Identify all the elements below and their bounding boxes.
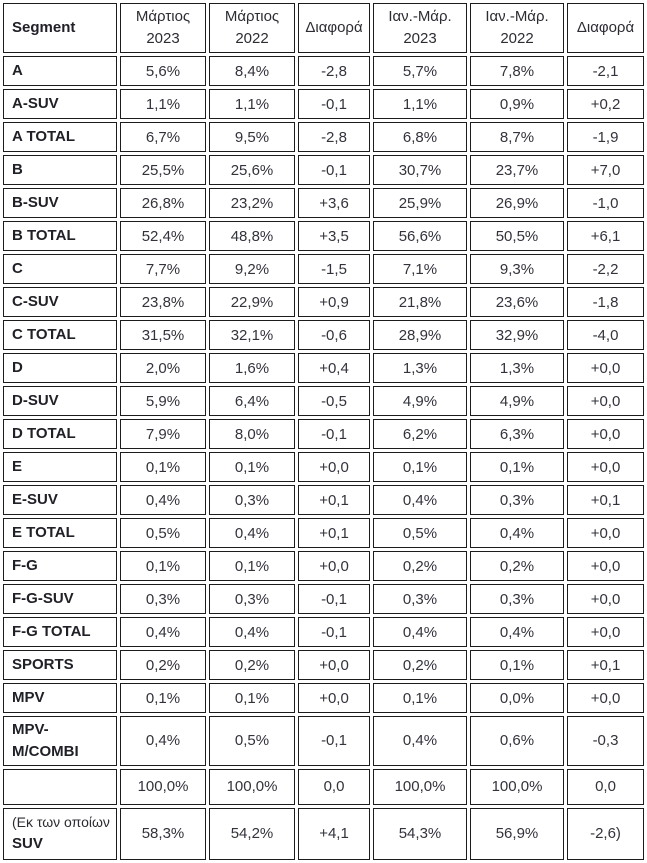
value-cell: +0,0 [567, 386, 644, 416]
value-cell: -0,1 [298, 155, 370, 185]
segment-cell: A [3, 56, 117, 86]
table-row [3, 89, 644, 119]
value-cell: 8,7% [470, 122, 564, 152]
value-cell: -2,8 [298, 122, 370, 152]
value-cell: 32,9% [470, 320, 564, 350]
table-row [3, 683, 644, 713]
table-row [3, 386, 644, 416]
value-cell: 26,9% [470, 188, 564, 218]
header-row [3, 3, 644, 53]
value-cell: 23,6% [470, 287, 564, 317]
value-cell: 1,3% [470, 353, 564, 383]
table-row [3, 650, 644, 680]
value-cell: 56,9% [470, 808, 564, 860]
value-cell: 9,5% [209, 122, 295, 152]
value-cell: -0,3 [567, 716, 644, 766]
table-row [3, 617, 644, 647]
table-row [3, 551, 644, 581]
value-cell: 0,4% [373, 617, 467, 647]
value-cell: 6,2% [373, 419, 467, 449]
value-cell: 0,4% [120, 617, 206, 647]
value-cell: 23,2% [209, 188, 295, 218]
value-cell: 9,2% [209, 254, 295, 284]
value-cell: -2,2 [567, 254, 644, 284]
value-cell: 0,3% [470, 485, 564, 515]
value-cell: 7,8% [470, 56, 564, 86]
table-row [3, 254, 644, 284]
value-cell: +0,0 [567, 683, 644, 713]
value-cell: 0,2% [209, 650, 295, 680]
value-cell: -1,9 [567, 122, 644, 152]
segment-cell: C TOTAL [3, 320, 117, 350]
segment-cell: B TOTAL [3, 221, 117, 251]
value-cell: -0,5 [298, 386, 370, 416]
column-header-difference-period: Διαφορά [567, 3, 644, 53]
segment-cell: MPV-M/COMBI [3, 716, 117, 766]
segment-cell: C-SUV [3, 287, 117, 317]
segment-cell: MPV [3, 683, 117, 713]
value-cell: -0,1 [298, 716, 370, 766]
value-cell: 23,8% [120, 287, 206, 317]
value-cell: +0,0 [298, 650, 370, 680]
value-cell: 9,3% [470, 254, 564, 284]
value-cell: 31,5% [120, 320, 206, 350]
value-cell: 100,0% [209, 769, 295, 805]
value-cell: 54,2% [209, 808, 295, 860]
value-cell: 21,8% [373, 287, 467, 317]
value-cell: +0,9 [298, 287, 370, 317]
value-cell: 100,0% [470, 769, 564, 805]
value-cell: -1,0 [567, 188, 644, 218]
segment-cell: A-SUV [3, 89, 117, 119]
value-cell: 1,1% [209, 89, 295, 119]
value-cell: 32,1% [209, 320, 295, 350]
segment-cell: F-G-SUV [3, 584, 117, 614]
value-cell: +0,1 [567, 650, 644, 680]
value-cell: +0,0 [567, 551, 644, 581]
value-cell: 0,1% [209, 452, 295, 482]
value-cell: 5,7% [373, 56, 467, 86]
value-cell: 0,1% [120, 452, 206, 482]
value-cell: 0,2% [470, 551, 564, 581]
value-cell: 54,3% [373, 808, 467, 860]
value-cell: -0,1 [298, 617, 370, 647]
value-cell: 7,9% [120, 419, 206, 449]
value-cell: 25,9% [373, 188, 467, 218]
value-cell: 7,1% [373, 254, 467, 284]
column-header-march-2023: Μάρτιος 2023 [120, 3, 206, 53]
value-cell: 0,1% [120, 683, 206, 713]
value-cell: -1,5 [298, 254, 370, 284]
segment-cell: A TOTAL [3, 122, 117, 152]
table-row [3, 56, 644, 86]
segment-cell: E [3, 452, 117, 482]
column-header-jan-march-2022: Ιαν.-Μάρ. 2022 [470, 3, 564, 53]
column-header-difference-month: Διαφορά [298, 3, 370, 53]
value-cell: 100,0% [120, 769, 206, 805]
segment-cell-label: SUV [12, 834, 43, 852]
value-cell: +0,1 [298, 518, 370, 548]
value-cell: +3,5 [298, 221, 370, 251]
value-cell: 0,4% [209, 518, 295, 548]
value-cell: 52,4% [120, 221, 206, 251]
value-cell: 8,4% [209, 56, 295, 86]
value-cell: +0,4 [298, 353, 370, 383]
table-row [3, 155, 644, 185]
segment-cell: SPORTS [3, 650, 117, 680]
value-cell: 56,6% [373, 221, 467, 251]
table-body [3, 56, 644, 860]
value-cell: 6,3% [470, 419, 564, 449]
value-cell: +0,0 [298, 452, 370, 482]
table-row [3, 221, 644, 251]
column-header-jan-march-2023: Ιαν.-Μάρ. 2023 [373, 3, 467, 53]
value-cell: +0,2 [567, 89, 644, 119]
value-cell: 0,3% [209, 584, 295, 614]
segment-cell: B [3, 155, 117, 185]
value-cell: 0,1% [373, 452, 467, 482]
table-row [3, 188, 644, 218]
table-row [3, 485, 644, 515]
value-cell: 0,4% [373, 485, 467, 515]
value-cell: 0,3% [470, 584, 564, 614]
value-cell: +0,1 [298, 485, 370, 515]
table-row [3, 452, 644, 482]
value-cell: 100,0% [373, 769, 467, 805]
value-cell: 25,6% [209, 155, 295, 185]
value-cell: 4,9% [470, 386, 564, 416]
value-cell: -0,6 [298, 320, 370, 350]
value-cell: 0,4% [120, 485, 206, 515]
value-cell: 2,0% [120, 353, 206, 383]
value-cell: 0,3% [120, 584, 206, 614]
value-cell: 6,4% [209, 386, 295, 416]
segment-cell: E TOTAL [3, 518, 117, 548]
value-cell: 23,7% [470, 155, 564, 185]
value-cell: 0,5% [209, 716, 295, 766]
table-row [3, 584, 644, 614]
segment-cell: C [3, 254, 117, 284]
value-cell: 0,0 [298, 769, 370, 805]
value-cell: +0,0 [567, 584, 644, 614]
value-cell: +0,0 [567, 518, 644, 548]
value-cell: +0,0 [567, 353, 644, 383]
value-cell: 22,9% [209, 287, 295, 317]
value-cell: 5,6% [120, 56, 206, 86]
segment-cell: D TOTAL [3, 419, 117, 449]
value-cell: 0,2% [120, 650, 206, 680]
value-cell: 28,9% [373, 320, 467, 350]
value-cell: 0,3% [373, 584, 467, 614]
value-cell: 7,7% [120, 254, 206, 284]
value-cell: -2,1 [567, 56, 644, 86]
value-cell: 1,3% [373, 353, 467, 383]
segment-cell: E-SUV [3, 485, 117, 515]
value-cell: +4,1 [298, 808, 370, 860]
value-cell: +0,0 [567, 452, 644, 482]
value-cell: +3,6 [298, 188, 370, 218]
value-cell: 0,4% [209, 617, 295, 647]
table-row [3, 320, 644, 350]
value-cell: 0,1% [120, 551, 206, 581]
value-cell: 4,9% [373, 386, 467, 416]
value-cell: -2,6) [567, 808, 644, 860]
value-cell: -0,1 [298, 419, 370, 449]
value-cell: 58,3% [120, 808, 206, 860]
value-cell: 0,0% [470, 683, 564, 713]
segment-cell: F-G TOTAL [3, 617, 117, 647]
value-cell: -2,8 [298, 56, 370, 86]
column-header-march-2022: Μάρτιος 2022 [209, 3, 295, 53]
value-cell: 0,1% [470, 650, 564, 680]
table-row [3, 287, 644, 317]
segment-cell [3, 808, 117, 860]
value-cell: 0,1% [373, 683, 467, 713]
value-cell: +0,1 [567, 485, 644, 515]
table-row [3, 808, 644, 860]
column-header-segment: Segment [3, 3, 117, 53]
value-cell: 1,6% [209, 353, 295, 383]
table-row [3, 122, 644, 152]
value-cell: 0,2% [373, 551, 467, 581]
value-cell: 0,4% [120, 716, 206, 766]
value-cell: 0,4% [470, 518, 564, 548]
value-cell: 8,0% [209, 419, 295, 449]
table-row [3, 419, 644, 449]
value-cell: -1,8 [567, 287, 644, 317]
table-row [3, 518, 644, 548]
value-cell: 0,1% [209, 551, 295, 581]
value-cell: 48,8% [209, 221, 295, 251]
value-cell: 5,9% [120, 386, 206, 416]
value-cell: 50,5% [470, 221, 564, 251]
value-cell: +0,0 [298, 551, 370, 581]
value-cell: 0,0 [567, 769, 644, 805]
value-cell: 1,1% [373, 89, 467, 119]
table-row [3, 716, 644, 766]
value-cell: 0,2% [373, 650, 467, 680]
value-cell: +7,0 [567, 155, 644, 185]
value-cell: 6,7% [120, 122, 206, 152]
value-cell: 25,5% [120, 155, 206, 185]
value-cell: 30,7% [373, 155, 467, 185]
value-cell: 0,6% [470, 716, 564, 766]
value-cell: 0,5% [120, 518, 206, 548]
value-cell: 6,8% [373, 122, 467, 152]
segment-cell [3, 769, 117, 805]
value-cell: -4,0 [567, 320, 644, 350]
table-row [3, 353, 644, 383]
value-cell: -0,1 [298, 89, 370, 119]
segment-cell: B-SUV [3, 188, 117, 218]
value-cell: 0,1% [209, 683, 295, 713]
value-cell: 26,8% [120, 188, 206, 218]
value-cell: +0,0 [298, 683, 370, 713]
table-row [3, 769, 644, 805]
table-header [3, 3, 644, 53]
value-cell: -0,1 [298, 584, 370, 614]
segment-cell-prefix: (Εκ των οποίων [12, 814, 110, 831]
value-cell: +0,0 [567, 419, 644, 449]
value-cell: 1,1% [120, 89, 206, 119]
value-cell: 0,3% [209, 485, 295, 515]
value-cell: +0,0 [567, 617, 644, 647]
value-cell: 0,1% [470, 452, 564, 482]
value-cell: 0,4% [373, 716, 467, 766]
value-cell: +6,1 [567, 221, 644, 251]
segment-cell: F-G [3, 551, 117, 581]
segment-cell: D-SUV [3, 386, 117, 416]
value-cell: 0,9% [470, 89, 564, 119]
value-cell: 0,5% [373, 518, 467, 548]
value-cell: 0,4% [470, 617, 564, 647]
segment-cell: D [3, 353, 117, 383]
